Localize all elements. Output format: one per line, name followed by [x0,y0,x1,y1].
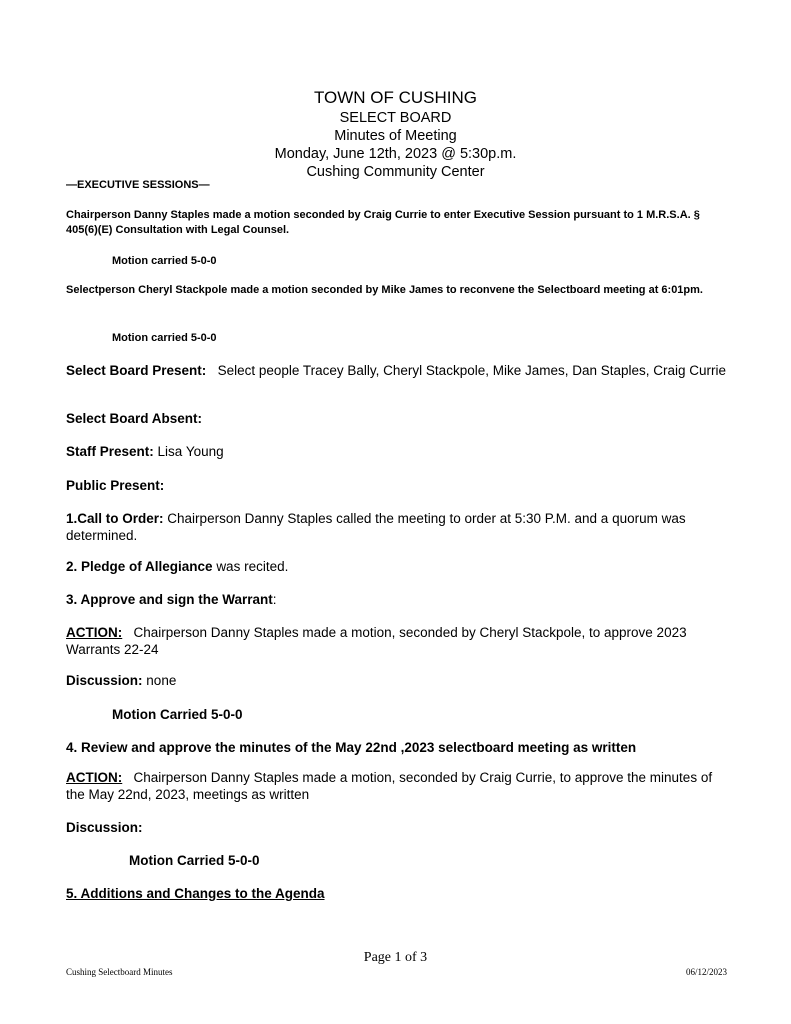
item-4-result-text: Motion Carried 5-0-0 [129,853,260,868]
public-present-label: Public Present: [66,478,165,493]
board-present-value: Select people Tracey Bally, Cheryl Stackpole, Mike James, Dan Staples, Craig Currie [217,363,727,378]
item-1-label: 1.Call to Order: [66,511,164,526]
item-3-discussion-label: Discussion: [66,673,143,688]
staff-present [66,443,731,460]
item-3-discussion [66,672,731,689]
meeting-date: Monday, June 12th, 2023 @ 5:30p.m. [274,146,517,162]
exec-heading: —EXECUTIVE SESSIONS— [66,179,210,191]
board-absent [66,410,731,427]
item-3 [66,591,731,608]
item-4-discussion-label: Discussion: [66,820,143,835]
footer-right: 06/12/2023 [685,967,727,977]
exec-motion-2: Selectperson Cheryl Stackpole made a motion seconded by Mike James to reconvene the Selectboard meeting at 6:01pm. [66,284,703,296]
exec-motion-1: Chairperson Danny Staples made a motion seconded by Craig Currie to enter Executive Session pursuant to 1 M.R.S.A. § 405(6)(E) Consultation with Legal Counsel. [66,209,700,236]
item-3-label: 3. Approve and sign the Warrant [66,592,273,607]
footer-left: Cushing Selectboard Minutes [66,967,173,977]
item-5-heading-text: 5. Additions and Changes to the Agenda [66,886,325,901]
item-1-text: Chairperson Danny Staples called the meeting to order at 5:30 P.M. and a quorum was determined. [66,511,686,543]
item-4-result [129,852,791,869]
town-title: TOWN OF CUSHING [313,88,478,107]
public-present [66,477,731,494]
item-3-discussion-text: none [146,673,177,688]
item-4-heading-text: 4. Review and approve the minutes of the May 22nd ,2023 selectboard meeting as written [66,740,637,755]
staff-present-label: Staff Present: [66,444,154,459]
item-1 [66,510,731,544]
item-4-discussion [66,819,731,836]
item-3-colon: : [272,592,277,607]
page-number: Page 1 of 3 [363,950,428,965]
exec-result-1: Motion carried 5-0-0 [112,255,217,267]
doc-type: Minutes of Meeting [334,128,457,144]
board-present [66,362,731,379]
item-5-heading [66,885,731,902]
item-3-result-text: Motion Carried 5-0-0 [112,707,243,722]
item-2-text: was recited. [216,559,289,574]
item-4-heading [66,739,731,756]
exec-result-2: Motion carried 5-0-0 [112,332,217,344]
item-4-action-text: Chairperson Danny Staples made a motion, seconded by Craig Currie, to approve the minutes of the May 22nd, 2023, meetings as written [66,770,713,802]
staff-present-value: Lisa Young [157,444,224,459]
item-3-action-text: Chairperson Danny Staples made a motion, seconded by Cheryl Stackpole, to approve 2023 Warrants 22-24 [66,625,687,657]
item-4-action-label: ACTION: [66,770,123,785]
item-3-result [112,706,777,723]
item-2 [66,558,731,575]
item-3-action [66,624,731,658]
item-2-label: 2. Pledge of Allegiance [66,559,213,574]
item-4-action [66,769,731,803]
meeting-location: Cushing Community Center [306,164,485,180]
board-absent-label: Select Board Absent: [66,411,203,426]
board-present-label: Select Board Present: [66,363,207,378]
board-title: SELECT BOARD [339,110,452,126]
item-3-action-label: ACTION: [66,625,123,640]
